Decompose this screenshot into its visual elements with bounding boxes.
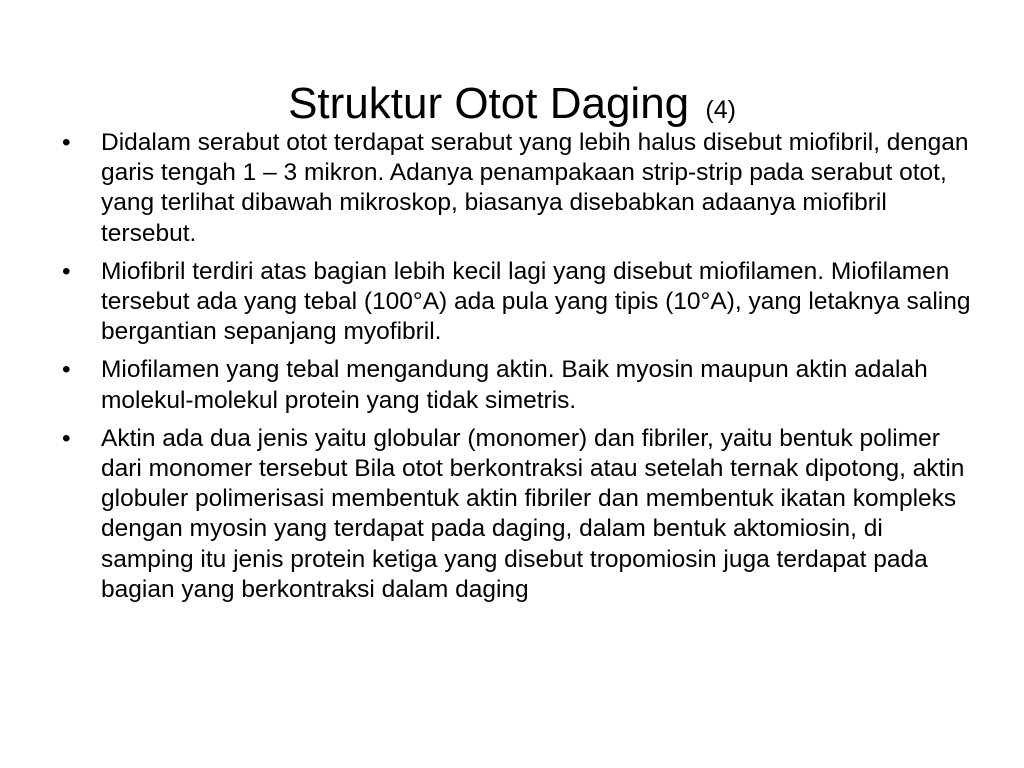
bullet-marker: • xyxy=(62,424,71,452)
bullet-item xyxy=(62,424,974,605)
slide-title-suffix: (4) xyxy=(705,96,736,125)
bullet-text: Aktin ada dua jenis yaitu globular (monomer) dan fibriler, yaitu bentuk polimer dari monomer tersebut Bila otot berkontraksi atau setelah ternak dipotong, aktin globuler polimerisasi membentuk aktin fibriler dan membentuk ikatan kompleks dengan myosin yang terdapat pada daging, dalam bentuk aktomiosin, di samping itu jenis protein ketiga yang disebut tropomiosin juga terdapat pada bagian yang berkontraksi dalam daging xyxy=(101,424,965,603)
slide-title-text: Struktur Otot Daging xyxy=(288,79,690,129)
bullet-marker: • xyxy=(62,129,71,156)
bullet-item xyxy=(62,257,974,348)
bullet-marker: • xyxy=(62,356,71,384)
bullet-text: Didalam serabut otot terdapat serabut yang lebih halus disebut miofibril, dengan garis tengah 1 – 3 mikron. Adanya penampakaan strip-strip pada serabut otot, yang terlihat dibawah mikroskop, biasanya disebabkan adaanya miofibril tersebut. xyxy=(101,129,969,247)
bullet-marker: • xyxy=(62,257,71,285)
bullet-text: Miofilamen yang tebal mengandung aktin. Baik myosin maupun aktin adalah molekul-molekul protein yang tidak simetris. xyxy=(101,356,928,414)
bullet-item xyxy=(62,128,974,249)
bullet-item xyxy=(62,355,974,415)
bullet-list xyxy=(62,128,974,613)
bullet-text: Miofibril terdiri atas bagian lebih kecil lagi yang disebut miofilamen. Miofilamen tersebut ada yang tebal (100°A) ada pula yang tipis (10°A), yang letaknya saling bergantian sepanjang myofibril. xyxy=(101,257,971,346)
